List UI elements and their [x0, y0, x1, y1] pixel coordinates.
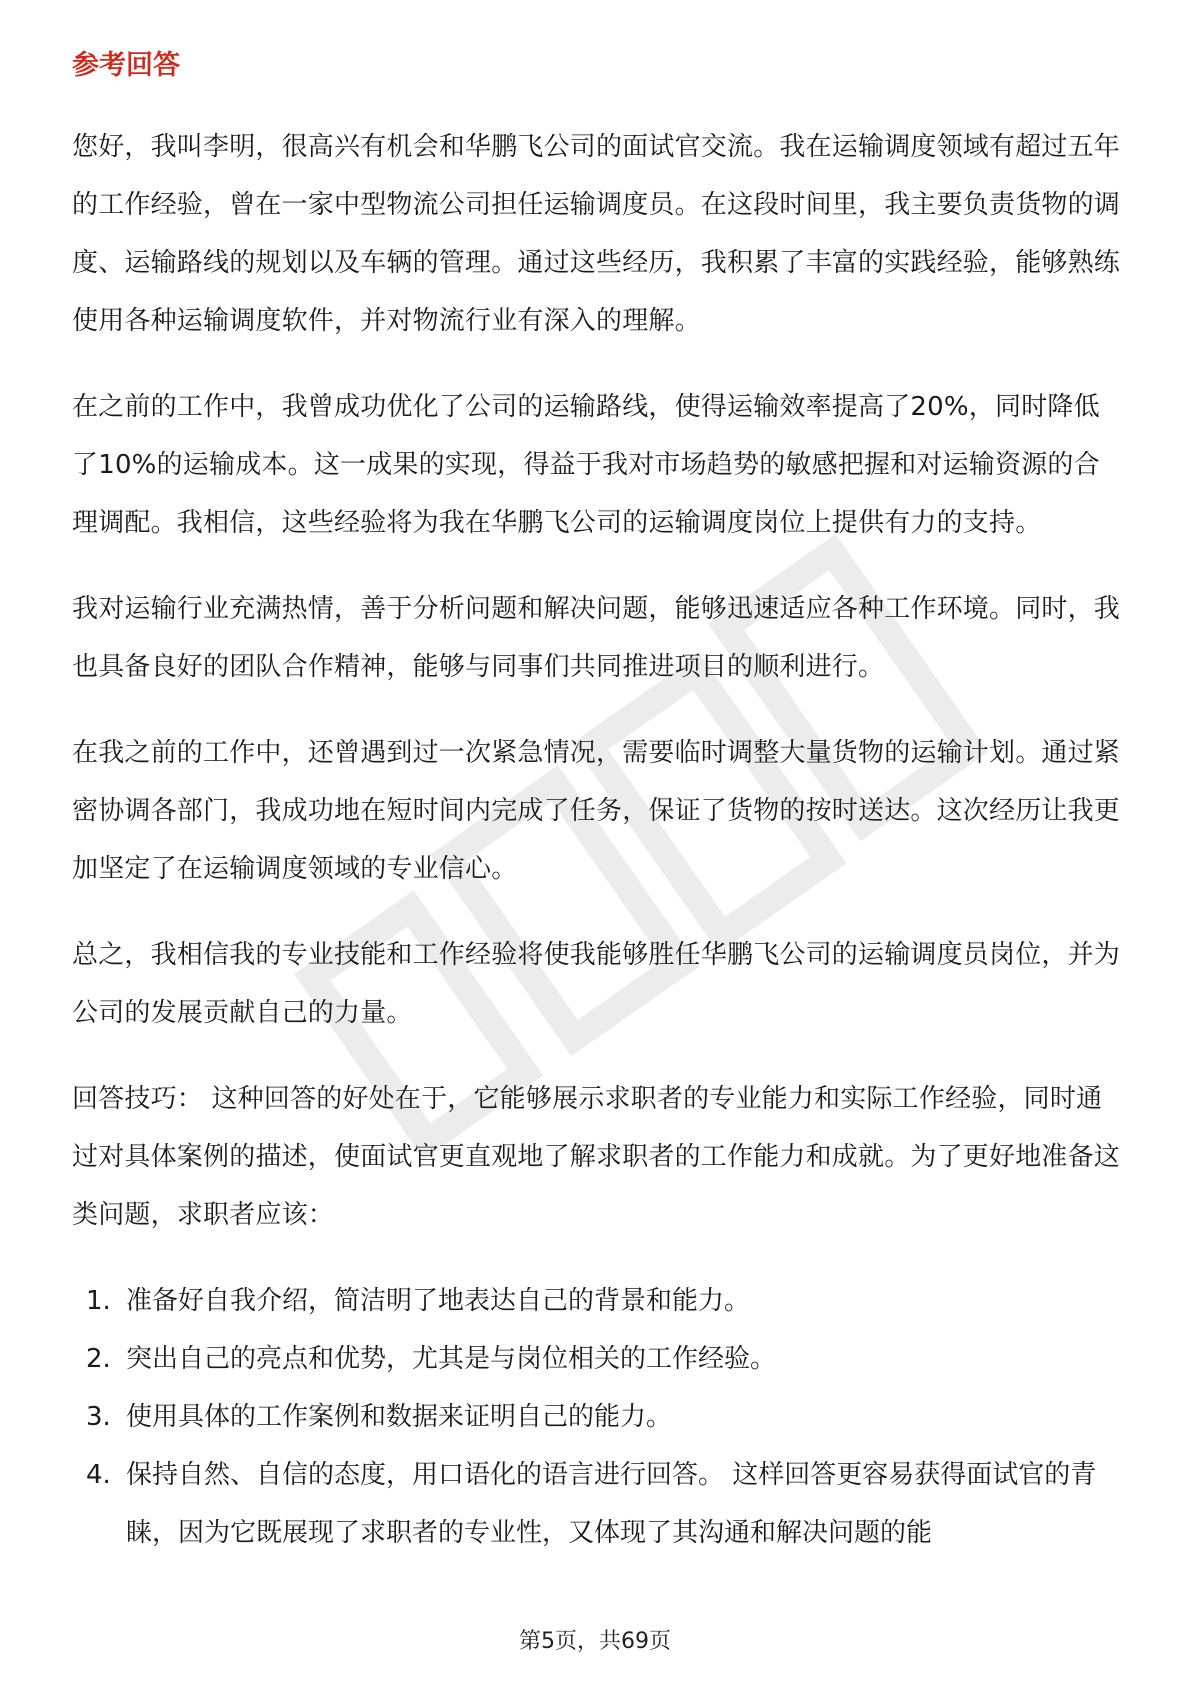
document-page: [72, 46, 1120, 1562]
paragraph-tips-intro: 回答技巧： 这种回答的好处在于，它能够展示求职者的专业能力和实际工作经验，同时通过对具体案例的描述，使面试官更直观地了解求职者的工作能力和成就。为了更好地准备这类问题，求职者应该：: [72, 1084, 1121, 1230]
paragraph-achievement: 在之前的工作中，我曾成功优化了公司的运输路线，使得运输效率提高了20%，同时降低了10%的运输成本。这一成果的实现，得益于我对市场趋势的敏感把握和对运输资源的合理调配。我相信，这些经验将为我在华鹏飞公司的运输调度岗位上提供有力的支持。: [72, 392, 1100, 538]
list-item: [72, 1330, 1120, 1388]
list-item-number: 1.: [86, 1286, 111, 1316]
list-item-text: 使用具体的工作案例和数据来证明自己的能力。: [126, 1402, 673, 1432]
paragraph-emergency: 在我之前的工作中，还曾遇到过一次紧急情况，需要临时调整大量货物的运输计划。通过紧密协调各部门，我成功地在短时间内完成了任务，保证了货物的按时送达。这次经历让我更加坚定了在运输调度领域的专业信心。: [72, 738, 1121, 884]
tips-list: [72, 1272, 1120, 1562]
page-number-footer: 第5页，共69页: [519, 1629, 671, 1654]
list-item-number: 4.: [86, 1460, 111, 1490]
paragraph-passion: 我对运输行业充满热情，善于分析问题和解决问题，能够迅速适应各种工作环境。同时，我也具备良好的团队合作精神，能够与同事们共同推进项目的顺利进行。: [72, 594, 1121, 682]
list-item: [72, 1388, 1120, 1446]
list-item-text: 保持自然、自信的态度，用口语化的语言进行回答。 这样回答更容易获得面试官的青睐，因为它既展现了求职者的专业性，又体现了其沟通和解决问题的能: [126, 1460, 1097, 1548]
list-item-text: 突出自己的亮点和优势，尤其是与岗位相关的工作经验。: [126, 1344, 777, 1374]
paragraph-summary: 总之，我相信我的专业技能和工作经验将使我能够胜任华鹏飞公司的运输调度员岗位，并为公司的发展贡献自己的力量。: [72, 940, 1121, 1028]
section-title: 参考回答: [72, 50, 180, 81]
list-item: [72, 1446, 1120, 1562]
list-item: [72, 1272, 1120, 1330]
list-item-number: 2.: [86, 1344, 111, 1374]
list-item-number: 3.: [86, 1402, 111, 1432]
paragraph-intro: 您好，我叫李明，很高兴有机会和华鹏飞公司的面试官交流。我在运输调度领域有超过五年的工作经验，曾在一家中型物流公司担任运输调度员。在这段时间里，我主要负责货物的调度、运输路线的规划以及车辆的管理。通过这些经历，我积累了丰富的实践经验，能够熟练使用各种运输调度软件，并对物流行业有深入的理解。: [72, 132, 1121, 336]
list-item-text: 准备好自我介绍，简洁明了地表达自己的背景和能力。: [126, 1286, 751, 1316]
